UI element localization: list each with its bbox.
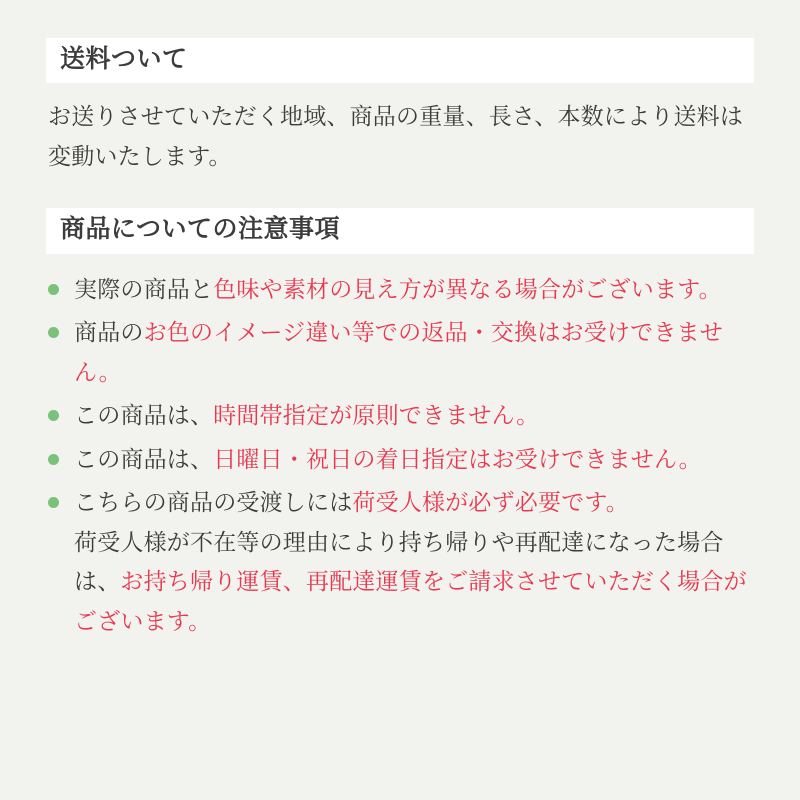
note-text-plain: この商品は、 [74, 445, 214, 472]
note-text-highlight: お色のイメージ違い等での返品・交換はお受けできません。 [74, 319, 723, 385]
note-text-plain: こちらの商品の受渡しには [74, 489, 353, 516]
list-item [46, 483, 754, 641]
note-text-highlight: 日曜日・祝日の着日指定はお受けできません。 [213, 445, 702, 472]
list-item [46, 270, 754, 310]
bullet-dot-icon [48, 327, 59, 338]
note-text-plain: 商品の [74, 319, 144, 346]
list-item [46, 313, 754, 392]
notes-list [46, 270, 754, 642]
bullet-dot-icon [48, 284, 59, 295]
bullet-dot-icon [48, 454, 59, 465]
bullet-dot-icon [48, 410, 59, 421]
shipping-description: お送りさせていただく地域、商品の重量、長さ、本数により送料は変動いたします。 [48, 103, 744, 169]
note-subtext-plain: 荷受人様が不在等の理由により持ち帰りや再配達になった場合は、 [74, 528, 724, 595]
bullet-dot-icon [48, 497, 59, 508]
section-heading-notes: 商品についての注意事項 [46, 208, 754, 253]
note-text-highlight: 時間帯指定が原則できません。 [213, 402, 540, 429]
note-subtext-highlight: お持ち帰り運賃、再配達運賃をご請求させていただく場合がございます。 [74, 568, 747, 634]
note-text-highlight: 色味や素材の見え方が異なる場合がございます。 [213, 275, 722, 302]
note-text-plain: この商品は、 [74, 402, 214, 429]
list-item [46, 440, 754, 480]
note-text-plain: 実際の商品と [74, 275, 214, 302]
list-item [46, 396, 754, 436]
note-subtext [74, 523, 754, 642]
section-heading-shipping: 送料ついて [46, 38, 754, 83]
note-text-highlight: 荷受人様が必ず必要です。 [352, 489, 629, 516]
